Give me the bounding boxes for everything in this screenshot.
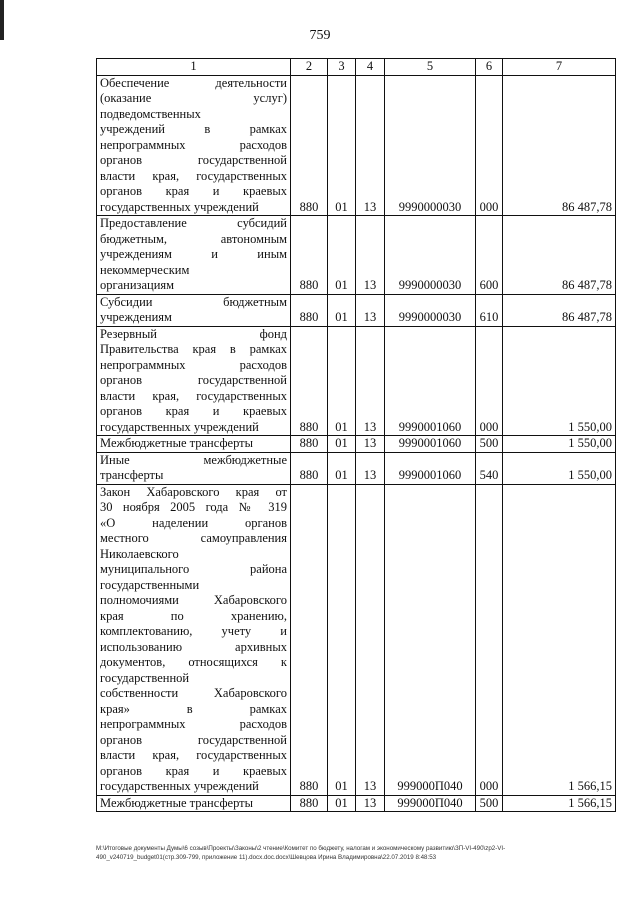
expense-type-code: 540	[476, 452, 503, 484]
description-line: бюджетным, автономным	[100, 231, 287, 246]
section-code: 01	[328, 452, 356, 484]
expense-type-code: 600	[476, 216, 503, 295]
description-line: некоммерческим	[100, 262, 190, 277]
header-cell: 4	[356, 59, 385, 76]
description-line: Межбюджетные трансферты	[100, 436, 254, 450]
target-article-code: 9990001060	[385, 436, 476, 453]
section-code: 01	[328, 326, 356, 436]
table-header-row	[97, 59, 616, 76]
row-description	[97, 294, 291, 326]
table-row	[97, 216, 616, 295]
description-line: Николаевского	[100, 546, 179, 561]
target-article-code: 9990001060	[385, 326, 476, 436]
subsection-code: 13	[356, 436, 385, 453]
description-line: Иные межбюджетные	[100, 452, 287, 467]
table-row	[97, 326, 616, 436]
description-line: власти края, государственных	[100, 168, 287, 183]
description-line: учреждений в рамках	[100, 122, 287, 136]
grbs-code: 880	[291, 452, 328, 484]
grbs-code: 880	[291, 216, 328, 295]
amount: 1 550,00	[503, 436, 616, 453]
expense-type-code: 000	[476, 75, 503, 216]
header-cell: 2	[291, 59, 328, 76]
row-description	[97, 452, 291, 484]
subsection-code: 13	[356, 216, 385, 295]
description-line: полномочиями Хабаровского	[100, 593, 287, 607]
description-line: органов государственной	[100, 373, 287, 387]
target-article-code: 9990000030	[385, 75, 476, 216]
table-row	[97, 436, 616, 453]
table-row	[97, 484, 616, 795]
description-line: государственных учреждений	[100, 199, 259, 214]
target-article-code: 9990000030	[385, 294, 476, 326]
header-cell: 7	[503, 59, 616, 76]
description-line: учреждениям и иным	[100, 247, 287, 261]
page-number: 759	[309, 28, 331, 43]
description-line: органов государственной	[100, 732, 287, 747]
section-code: 01	[328, 484, 356, 795]
section-code: 01	[328, 294, 356, 326]
section-code: 01	[328, 216, 356, 295]
grbs-code: 880	[291, 75, 328, 216]
subsection-code: 13	[356, 326, 385, 436]
row-description	[97, 75, 291, 216]
amount: 86 487,78	[503, 216, 616, 295]
expense-type-code: 000	[476, 326, 503, 436]
table-row	[97, 294, 616, 326]
expense-type-code: 000	[476, 484, 503, 795]
expense-type-code: 610	[476, 294, 503, 326]
section-code: 01	[328, 436, 356, 453]
row-description	[97, 436, 291, 453]
grbs-code: 880	[291, 294, 328, 326]
expense-type-code: 500	[476, 795, 503, 812]
grbs-code: 880	[291, 795, 328, 812]
description-line: Правительства края в рамках	[100, 342, 287, 356]
description-line: непрограммных расходов	[100, 357, 287, 372]
description-line: Закон Хабаровского края от	[100, 484, 287, 499]
file-path-footer	[96, 844, 616, 862]
description-line: подведомственных	[100, 106, 201, 121]
header-cell: 3	[328, 59, 356, 76]
subsection-code: 13	[356, 484, 385, 795]
description-line: Межбюджетные трансферты	[100, 795, 254, 810]
subsection-code: 13	[356, 294, 385, 326]
description-line: комплектованию, учету и	[100, 624, 287, 638]
description-line: государственной	[100, 670, 190, 685]
description-line: муниципального района	[100, 562, 287, 576]
target-article-code: 9990000030	[385, 216, 476, 295]
description-line: документов, относящихся к	[100, 655, 287, 669]
description-line: власти края, государственных	[100, 388, 287, 403]
expense-type-code: 500	[476, 436, 503, 453]
amount: 86 487,78	[503, 294, 616, 326]
subsection-code: 13	[356, 452, 385, 484]
amount: 1 550,00	[503, 452, 616, 484]
subsection-code: 13	[356, 795, 385, 812]
description-line: Резервный фонд	[100, 326, 287, 341]
row-description	[97, 326, 291, 436]
description-line: использованию архивных	[100, 639, 287, 654]
target-article-code: 999000П040	[385, 795, 476, 812]
description-line: государственными	[100, 577, 200, 592]
description-line: края по хранению,	[100, 608, 287, 623]
table-row	[97, 75, 616, 216]
description-line: органов края и краевых	[100, 763, 287, 778]
header-cell: 6	[476, 59, 503, 76]
header-cell: 5	[385, 59, 476, 76]
amount: 1 566,15	[503, 795, 616, 812]
description-line: непрограммных расходов	[100, 717, 287, 731]
row-description	[97, 795, 291, 812]
description-line: трансферты	[100, 468, 164, 482]
description-line: органов государственной	[100, 153, 287, 167]
row-description	[97, 216, 291, 295]
description-line: организациям	[100, 278, 175, 292]
description-line: края» в рамках	[100, 701, 287, 716]
grbs-code: 880	[291, 326, 328, 436]
description-line: государственных учреждений	[100, 419, 259, 434]
table-row	[97, 452, 616, 484]
budget-table	[96, 58, 616, 812]
description-line: Предоставление субсидий	[100, 216, 287, 230]
description-line: непрограммных расходов	[100, 137, 287, 152]
description-line: (оказание услуг)	[100, 91, 287, 105]
target-article-code: 999000П040	[385, 484, 476, 795]
footer-line: 490_v240719_budget01(стр.309-799, приложение 11).docx.doc.docx\Шевцова Ирина Владимировна\22.07.2019 8:48:53	[96, 854, 437, 861]
section-code: 01	[328, 795, 356, 812]
description-line: собственности Хабаровского	[100, 686, 287, 700]
amount: 86 487,78	[503, 75, 616, 216]
header-cell: 1	[97, 59, 291, 76]
description-line: учреждениям	[100, 310, 172, 324]
row-description	[97, 484, 291, 795]
grbs-code: 880	[291, 484, 328, 795]
description-line: органов края и краевых	[100, 404, 287, 418]
target-article-code: 9990001060	[385, 452, 476, 484]
description-line: Обеспечение деятельности	[100, 75, 287, 90]
table-row	[97, 795, 616, 812]
description-line: местного самоуправления	[100, 531, 287, 545]
description-line: Субсидии бюджетным	[100, 294, 287, 309]
amount: 1 566,15	[503, 484, 616, 795]
description-line: власти края, государственных	[100, 748, 287, 762]
description-line: 30 ноября 2005 года № 319	[100, 500, 287, 514]
footer-line: М:\Итоговые документы Думы\6 созыв\Проекты\Законы\2 чтение\Комитет по бюджету, налогам и экономическому развитию\ЗП-VI-490\zp2-VI-	[96, 845, 506, 852]
amount: 1 550,00	[503, 326, 616, 436]
grbs-code: 880	[291, 436, 328, 453]
section-code: 01	[328, 75, 356, 216]
description-line: государственных учреждений	[100, 779, 259, 793]
subsection-code: 13	[356, 75, 385, 216]
description-line: «О наделении органов	[100, 515, 287, 530]
description-line: органов края и краевых	[100, 184, 287, 198]
